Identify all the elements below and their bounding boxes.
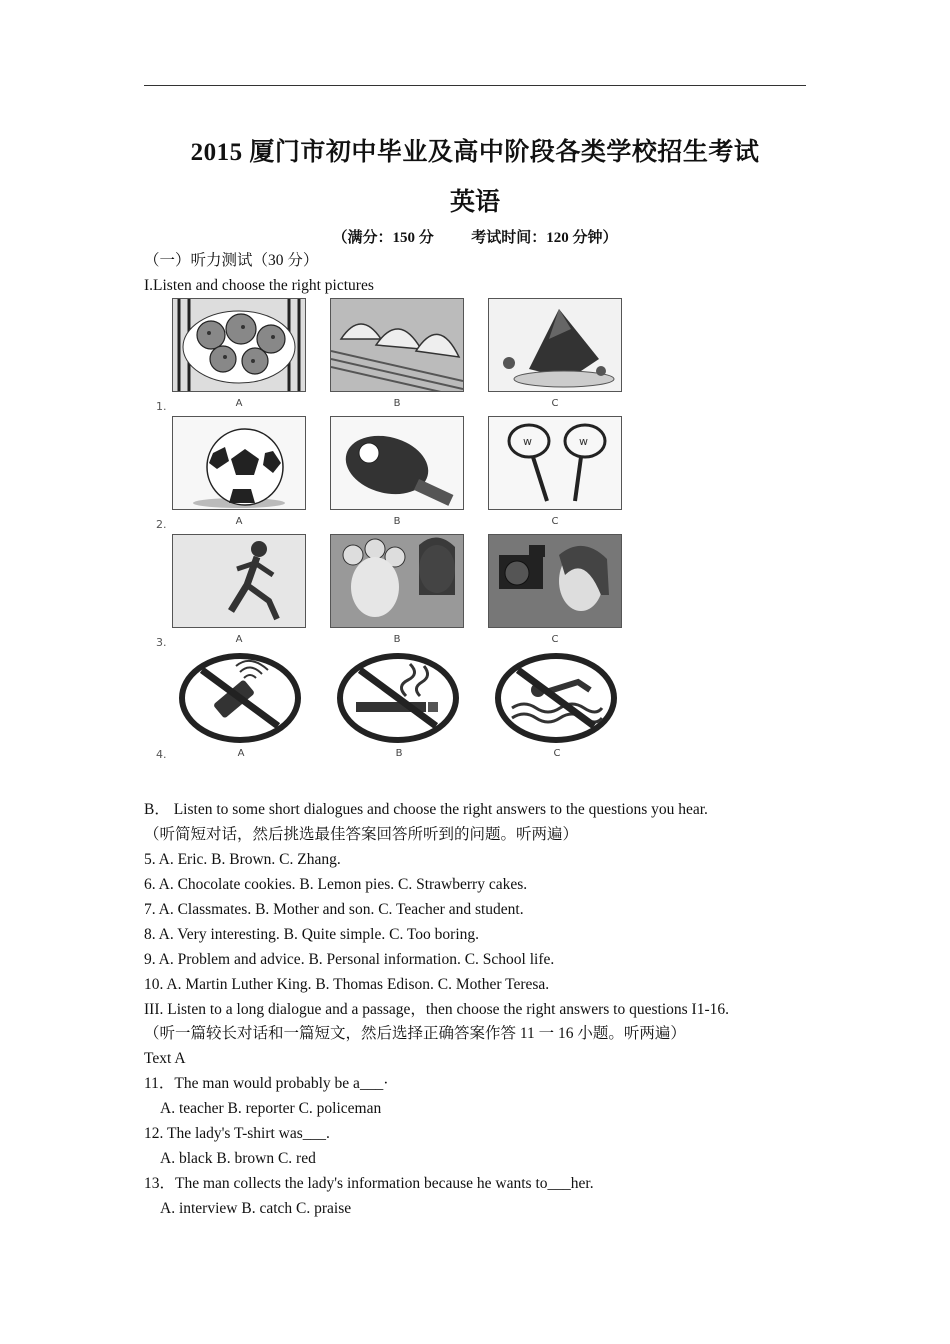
section-i-instruction: I.Listen and choose the right pictures [144,277,374,294]
option-label: A [235,634,243,645]
picture-option [494,652,628,759]
picture-row-4 [150,652,640,768]
picture-grid [150,298,640,768]
question-7: 7. A. Classmates. B. Mother and son. C. Teacher and student. [144,901,524,918]
picture-row-3 [150,534,640,650]
question-11: 11．The man would probably be a___· [144,1075,389,1092]
photographer-picture [488,534,622,628]
exam-time: 考试时间：120 分钟） [471,230,618,246]
question-11-options: A. teacher B. reporter C. policeman [160,1100,382,1117]
part-header: （一）听力测试（30 分） [144,252,319,269]
option-label: B [393,516,401,527]
football-picture [172,416,306,510]
svg-text:w: w [523,435,532,448]
row-number: 2. [156,518,167,531]
question-13-options: A. interview B. catch C. praise [160,1200,352,1217]
question-9: 9. A. Problem and advice. B. Personal information. C. School life. [144,951,555,968]
option-label: A [235,398,243,409]
exam-score: （满分：150 分 [332,230,434,246]
exam-subject: 英语 [449,189,500,216]
option-label: C [551,398,559,409]
no-smoking-sign-icon [336,652,460,744]
picture-row-2 [150,416,640,532]
question-13: 13．The man collects the lady's information because he wants to___her. [144,1175,594,1192]
option-label: A [237,748,245,759]
exam-title: 2015 厦门市初中毕业及高中阶段各类学校招生考试 [190,139,760,166]
table-tennis-picture [330,416,464,510]
exam-meta [0,226,950,247]
hairdresser-picture [330,534,464,628]
cake-picture [488,298,622,392]
option-label: C [551,634,559,645]
option-label: B [395,748,403,759]
text-a-heading: Text A [144,1050,186,1067]
tennis-rackets-picture [488,416,622,510]
option-label: B [393,634,401,645]
top-rule [144,85,806,86]
question-8: 8. A. Very interesting. B. Quite simple. C. Too boring. [144,926,480,943]
section-b-instruction-cn: （听简短对话，然后挑选最佳答案回答所听到的问题。听两遍） [144,826,579,843]
section-iii-instruction-cn: （听一篇较长对话和一篇短文，然后选择正确答案作答 11 一 16 小题。听两遍） [144,1025,686,1042]
option-label: B [393,398,401,409]
question-5: 5. A. Eric. B. Brown. C. Zhang. [144,851,341,868]
row-number: 4. [156,748,167,761]
row-number: 1. [156,400,167,413]
question-12: 12. The lady's T-shirt was___. [144,1125,330,1142]
row-number: 3. [156,636,167,649]
option-label: C [551,516,559,527]
picture-row-1 [150,298,640,414]
no-phone-sign-icon [178,652,302,744]
option-label: A [235,516,243,527]
pies-picture [330,298,464,392]
question-12-options: A. black B. brown C. red [160,1150,316,1167]
section-iii-instruction: III. Listen to a long dialogue and a passage，then choose the right answers to questions I1-16. [144,1001,729,1018]
section-b-instruction: B． Listen to some short dialogues and choose the right answers to the questions you hear. [144,801,708,818]
no-swimming-sign-icon [494,652,618,744]
svg-text:w: w [579,435,588,448]
question-10: 10. A. Martin Luther King. B. Thomas Edison. C. Mother Teresa. [144,976,550,993]
runner-picture [172,534,306,628]
picture-option [336,652,470,759]
option-label: C [553,748,561,759]
cookies-picture [172,298,306,392]
question-6: 6. A. Chocolate cookies. B. Lemon pies. C. Strawberry cakes. [144,876,528,893]
picture-option [178,652,312,759]
